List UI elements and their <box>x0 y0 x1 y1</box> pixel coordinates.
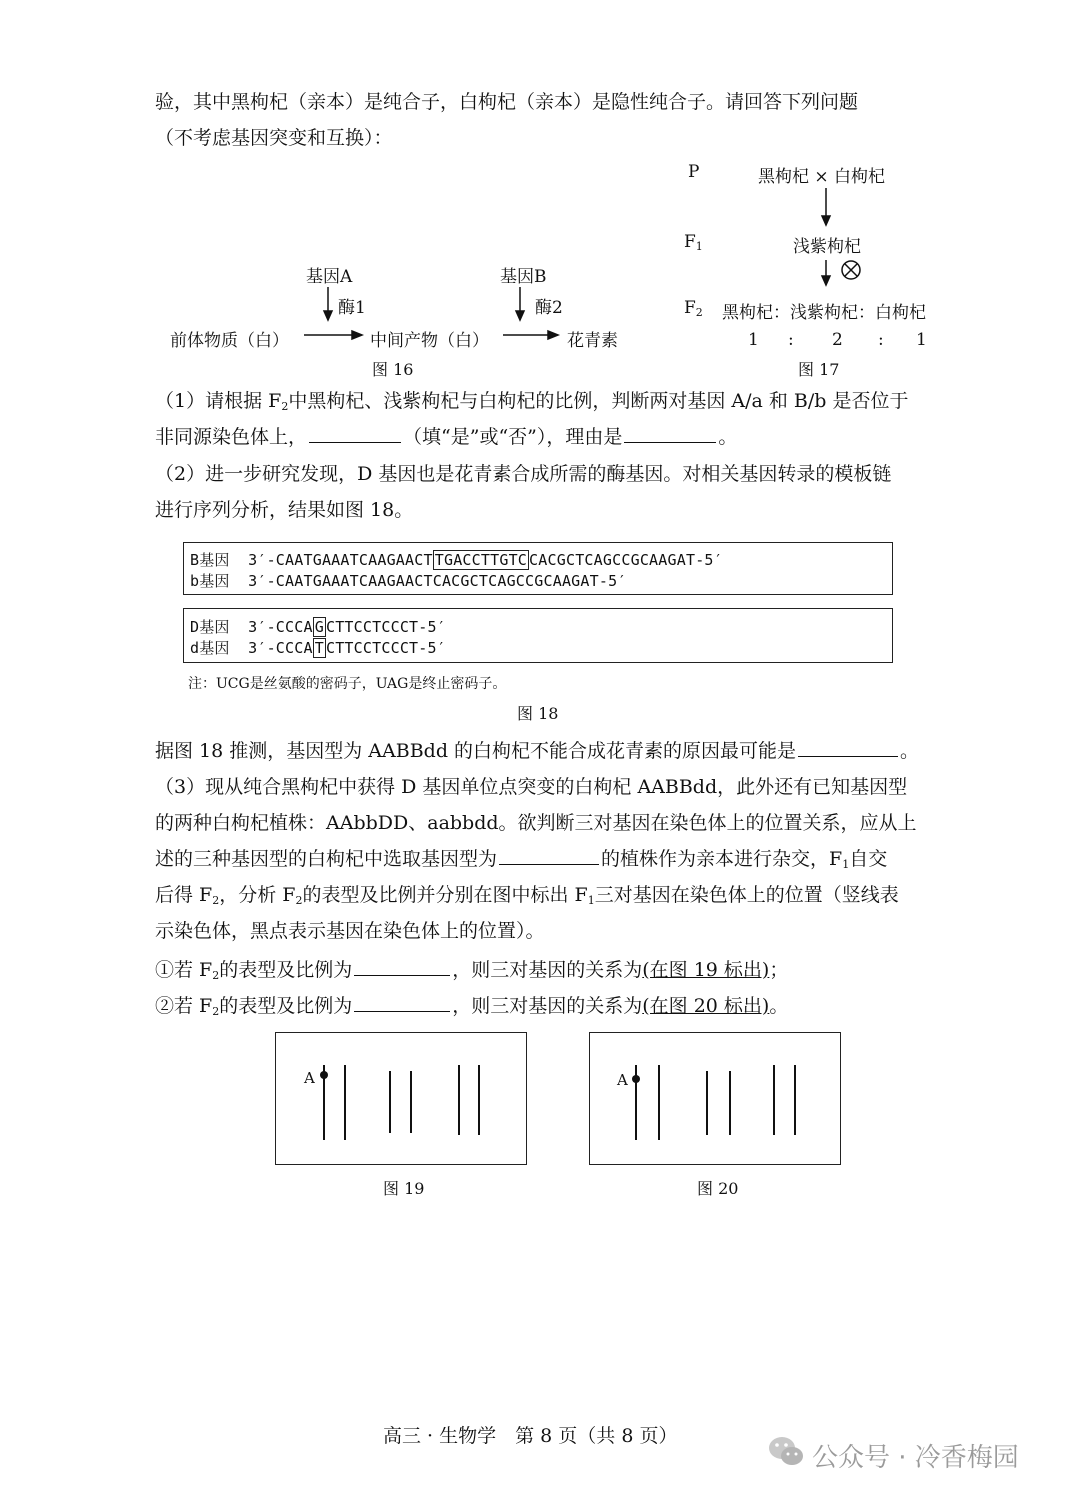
f1-phenotype: 浅紫枸杞 <box>793 237 861 257</box>
figure-18-note: 注：UCG是丝氨酸的密码子，UAG是终止密码子。 <box>188 676 507 692</box>
chromosome <box>458 1065 460 1135</box>
d-gene-row: D基因 3′-CCCA G CTTCCTCCCT-5′ <box>190 618 446 636</box>
chromosome <box>794 1065 796 1135</box>
figure-19-caption: 图 19 <box>383 1179 425 1198</box>
intro-line-2: （不考虑基因突变和互换）： <box>155 127 393 149</box>
d-recessive-mutation-site: T <box>314 639 324 657</box>
question-3-line-2: 的两种白枸杞植株：AAbbDD、aabbdd。欲判断三对基因在染色体上的位置关系，应从上 <box>155 812 917 834</box>
chromosome <box>410 1071 412 1133</box>
answer-blank-1b[interactable] <box>624 441 716 443</box>
ratio-sep-2: : <box>878 330 884 350</box>
gene-a-dot <box>632 1075 640 1083</box>
d-mutation-site: G <box>314 618 324 636</box>
watermark-text: 公众号 · 冷香梅园 <box>812 1443 1019 1473</box>
figure-20-gene-a-label: A <box>617 1071 628 1089</box>
selfing-symbol <box>842 261 860 279</box>
b-gene-row: B基因 3′-CAATGAAATCAAGAACT TGACCTTGTC CACGCTCAGCCGCAAGAT-5′ <box>190 551 723 569</box>
intermediate-label: 中间产物（白） <box>370 331 489 351</box>
answer-blank-4[interactable] <box>354 974 450 976</box>
f2-label: $F_2$ <box>684 298 703 319</box>
figure-19-box[interactable] <box>275 1032 527 1165</box>
enzyme-2-label: 酶2 <box>535 298 563 318</box>
wechat-icon <box>766 1432 806 1472</box>
question-1-line-1: （1）请根据 $F_2$中黑枸杞、浅紫枸杞与白枸杞的比例，判断两对基因 A/a 和 B/b 是否位于 <box>155 390 909 413</box>
question-2-line-1: （2）进一步研究发现，D 基因也是花青素合成所需的酶基因。对相关基因转录的模板链 <box>155 463 892 485</box>
bb-sequence-box <box>183 542 893 595</box>
d-recessive-gene-row: d基因 3′-CCCA T CTTCCTCCCT-5′ <box>190 639 446 657</box>
figure-20-caption: 图 20 <box>697 1179 739 1198</box>
ratio-3: 1 <box>916 330 927 350</box>
answer-blank-2[interactable] <box>798 755 898 757</box>
p-label: P <box>688 162 700 182</box>
page-footer: 高三 · 生物学 第 8 页（共 8 页） <box>383 1425 678 1447</box>
gene-a-dot <box>320 1071 328 1079</box>
answer-blank-3[interactable] <box>499 863 599 865</box>
question-3-line-4: 后得 $F_2$，分析 $F_2$的表型及比例并分别在图中标出 $F_1$三对基因在染色体上的位置（竖线表 <box>155 884 899 907</box>
dd-sequence-box <box>183 608 893 663</box>
chromosome <box>344 1065 346 1140</box>
figure-19-gene-a-label: A <box>304 1069 315 1087</box>
gene-b-label: 基因B <box>500 267 547 287</box>
chromosome <box>658 1065 660 1140</box>
chromosome <box>773 1065 775 1135</box>
question-2-prompt: 据图 18 推测，基因型为 AABBdd 的白枸杞不能合成花青素的原因最可能是 。 <box>155 740 920 762</box>
p-cross: 黑枸杞 × 白枸杞 <box>758 167 886 187</box>
ratio-sep-1: : <box>788 330 794 350</box>
arrow-head-p-f1 <box>822 216 830 225</box>
chromosome <box>478 1065 480 1135</box>
answer-blank-5[interactable] <box>354 1010 450 1012</box>
chromosome <box>729 1071 731 1135</box>
intro-line-1: 验，其中黑枸杞（亲本）是纯合子，白枸杞（亲本）是隐性纯合子。请回答下列问题 <box>155 91 859 113</box>
question-3-line-5: 示染色体，黑点表示基因在染色体上的位置）。 <box>155 920 545 942</box>
ratio-2: 2 <box>832 330 843 350</box>
answer-blank-1a[interactable] <box>309 441 401 443</box>
enzyme-1-label: 酶1 <box>338 298 366 318</box>
b-recessive-gene-row: b基因 3′-CAATGAAATCAAGAACTCACGCTCAGCCGCAAGAT-5′ <box>190 572 627 590</box>
f2-phenotypes: 黑枸杞：浅紫枸杞：白枸杞 <box>722 303 926 323</box>
figure-17-arrows <box>0 0 1080 400</box>
question-2-line-2: 进行序列分析，结果如图 18。 <box>155 499 414 521</box>
figure-20-box[interactable] <box>589 1032 841 1165</box>
question-3-item-1: ①若 $F_2$的表型及比例为 ，则三对基因的关系为(在图 19 标出)； <box>155 959 789 982</box>
chromosome <box>706 1071 708 1135</box>
b-mutation-region: TGACCTTGTC <box>434 551 528 569</box>
f1-label: $F_1$ <box>684 232 703 253</box>
gene-a-label: 基因A <box>306 267 353 287</box>
question-3-line-1: （3）现从纯合黑枸杞中获得 D 基因单位点突变的白枸杞 AABBdd，此外还有已知基因型 <box>155 776 908 798</box>
question-3-item-2: ②若 $F_2$的表型及比例为 ，则三对基因的关系为(在图 20 标出)。 <box>155 995 789 1018</box>
chromosome <box>389 1071 391 1133</box>
precursor-label: 前体物质（白） <box>170 331 289 351</box>
question-3-line-3: 述的三种基因型的白枸杞中选取基因型为 的植株作为亲本进行杂交，$F_1$自交 <box>155 848 888 871</box>
figure-17-caption: 图 17 <box>798 360 840 379</box>
arrow-head-f1-f2 <box>822 276 830 285</box>
product-label: 花青素 <box>567 331 618 351</box>
question-1-line-2: 非同源染色体上， （填“是”或“否”），理由是 。 <box>155 426 738 448</box>
figure-18-caption: 图 18 <box>517 704 559 723</box>
ratio-1: 1 <box>748 330 759 350</box>
figure-16-caption: 图 16 <box>372 360 414 379</box>
